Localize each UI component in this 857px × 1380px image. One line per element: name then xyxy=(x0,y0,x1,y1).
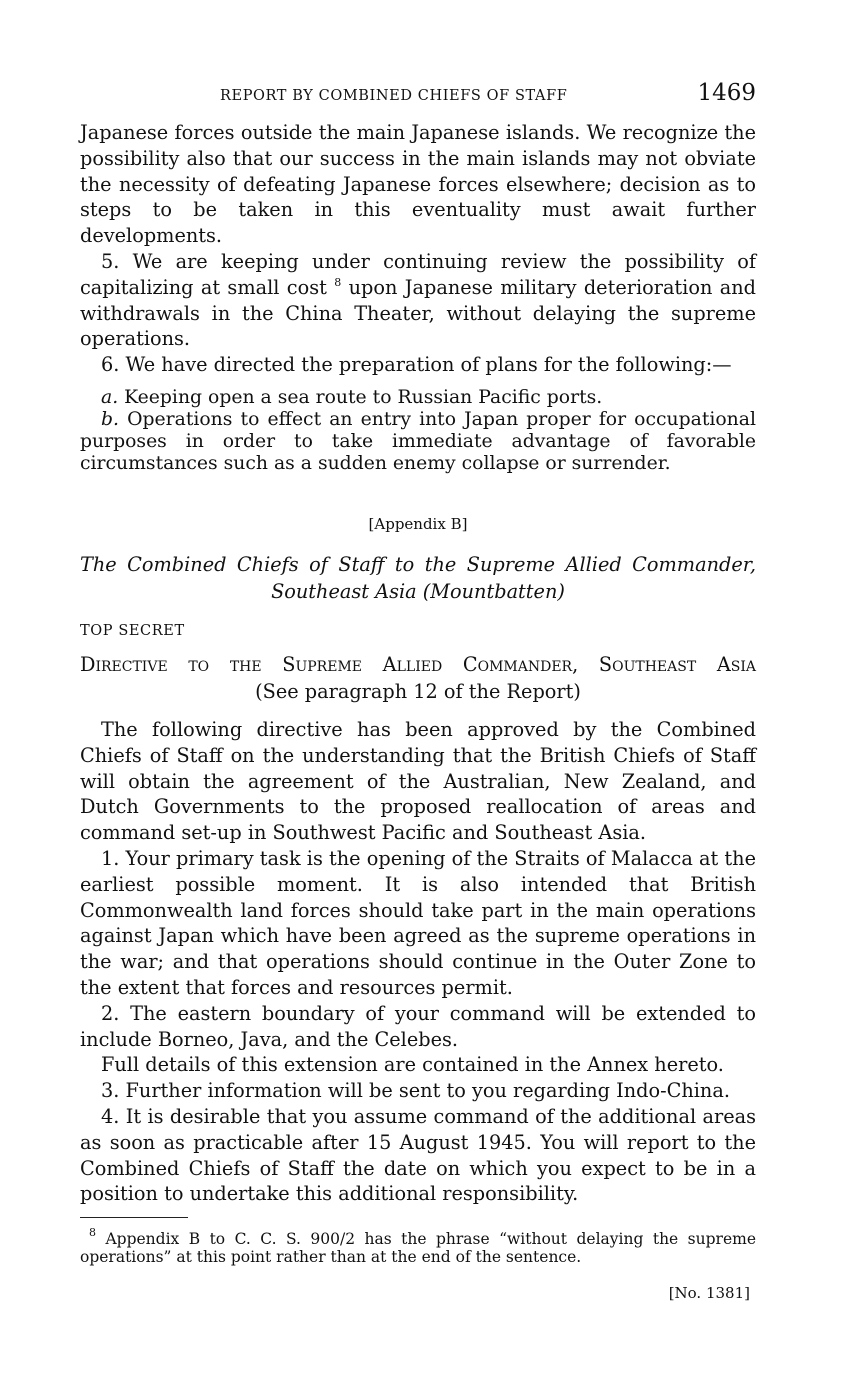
document-reference: [No. 1381] xyxy=(668,1284,750,1303)
appendix-title-line-1: The Combined Chiefs of Staff to the Supreme Allied Commander, xyxy=(80,552,756,576)
page-header xyxy=(80,80,756,120)
sub-item-a-letter: a. xyxy=(101,386,119,408)
footnote-text: Appendix B to C. C. S. 900/2 has the phrase “without delaying the supreme operations” at this point rather than at the end of the sentence. xyxy=(80,1230,756,1267)
directive-heading-line-1: Directive to the Supreme Allied Commander, Southeast Asia xyxy=(80,652,756,676)
continuation-paragraph: Japanese forces outside the main Japanese islands. We recognize the possibility also that our success in the main islands may not obviate the necessity of defeating Japanese forces elsewhere; decision as to steps to be taken in this eventuality must await further developments. xyxy=(80,121,756,248)
paragraph-6: 6. We have directed the preparation of plans for the following:— xyxy=(101,353,732,377)
footnote xyxy=(80,1226,756,1267)
directive-heading-line-2: (See paragraph 12 of the Report) xyxy=(255,679,581,703)
sub-item-b-letter: b. xyxy=(101,408,119,430)
paragraph-5-text-end: upon Japanese military deterioration and withdrawals in the China Theater, without delaying the supreme operations. xyxy=(80,275,756,351)
page-number: 1469 xyxy=(697,80,756,106)
directive-paragraph-3: 3. Further information will be sent to you regarding Indo-China. xyxy=(101,1079,730,1103)
sub-item-b xyxy=(80,409,756,475)
document-page xyxy=(80,80,756,1303)
footnote-divider xyxy=(80,1217,188,1218)
appendix-title-line-2b: (Mountbatten) xyxy=(422,579,565,603)
directive-paragraph-2-continued: Full details of this extension are contained in the Annex hereto. xyxy=(101,1053,724,1077)
footnote-reference: 8 xyxy=(334,275,342,289)
running-title: REPORT BY COMBINED CHIEFS OF STAFF xyxy=(220,88,568,104)
directive-heading xyxy=(80,651,756,705)
appendix-label: [Appendix B] xyxy=(368,514,468,533)
directive-paragraph-1: 1. Your primary task is the opening of the Straits of Malacca at the earliest possible moment. It is also intended that British Commonwealth land forces should take part in the main operations against Japan which have been agreed as the supreme operations in the war; and that operations should continue in the Outer Zone to the extent that forces and resources permit. xyxy=(80,846,756,999)
directive-paragraph-4: 4. It is desirable that you assume command of the additional areas as soon as practicable after 15 August 1945. You will report to the Combined Chiefs of Staff the date on which you expect to be in a position to undertake this additional responsibility. xyxy=(80,1104,756,1206)
footnote-mark: 8 xyxy=(89,1226,96,1240)
classification-marking: TOP SECRET xyxy=(80,622,185,639)
sub-item-a-text: Keeping open a sea route to Russian Pacific ports. xyxy=(124,386,603,408)
appendix-title-line-2a: Southeast Asia xyxy=(271,579,417,603)
sub-item-b-text: Operations to effect an entry into Japan proper for occupational purposes in order to take immediate advantage of favorable circumstances such as a sudden enemy collapse or surrender. xyxy=(80,408,756,474)
paragraph-5-text-start: 5. We are keeping under continuing review the possibility of capitalizing at small cost xyxy=(80,249,756,299)
directive-intro: The following directive has been approved by the Combined Chiefs of Staff on the understanding that the British Chiefs of Staff will obtain the agreement of the Australian, New Zealand, and Dutch Governments to the proposed reallocation of areas and command set-up in Southwest Pacific and Southeast Asia. xyxy=(80,717,756,845)
directive-paragraph-2: 2. The eastern boundary of your command will be extended to include Borneo, Java, and the Celebes. xyxy=(80,1001,756,1051)
paragraph-5 xyxy=(80,249,756,352)
sub-item-a xyxy=(80,387,756,409)
appendix-title xyxy=(80,551,756,605)
